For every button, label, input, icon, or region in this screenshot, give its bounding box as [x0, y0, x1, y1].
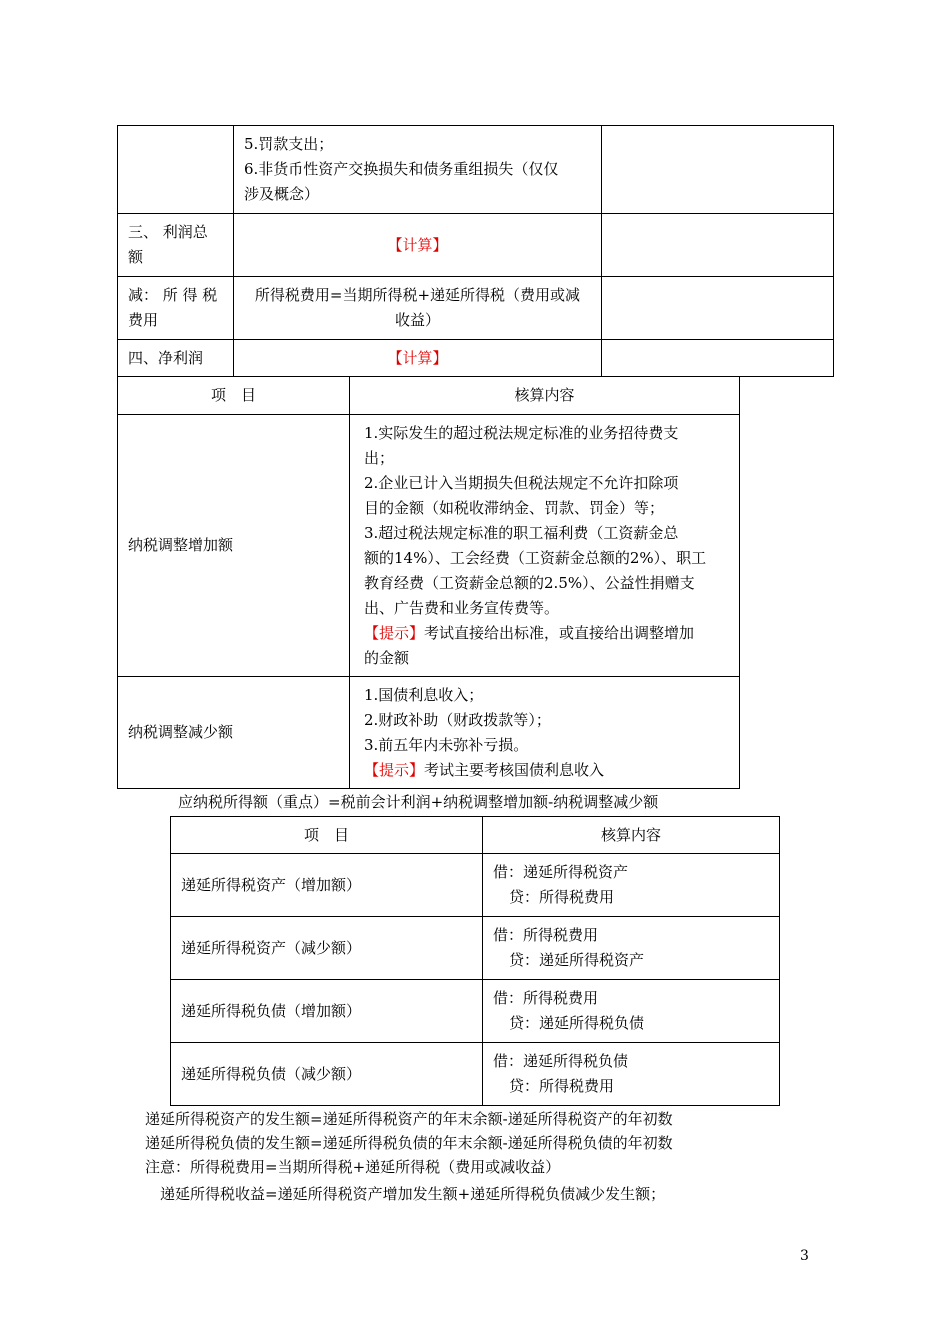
tip-label: 【提示】: [364, 760, 425, 779]
table-cell: [118, 126, 234, 214]
tax-adjustment-table: [117, 376, 740, 789]
table-cell: [602, 214, 834, 277]
table-row: [171, 980, 780, 1043]
calc-marker: 【计算】: [234, 214, 602, 277]
row-label: 递延所得税负债（增加额）: [171, 980, 483, 1043]
note-line: 递延所得税资产的发生额=递延所得税资产的年末余额-递延所得税资产的年初数: [145, 1110, 673, 1128]
table-header-row: [171, 817, 780, 854]
table-row: [118, 126, 834, 214]
table-cell: [602, 126, 834, 214]
calc-marker: 【计算】: [234, 340, 602, 377]
column-header: 项 目: [171, 817, 483, 854]
journal-entry: 借：所得税费用 贷：递延所得税负债: [483, 980, 780, 1043]
table-header-row: [118, 377, 740, 415]
table-cell: [602, 340, 834, 377]
column-header: 核算内容: [483, 817, 780, 854]
note-line: 注意：所得税费用=当期所得税+递延所得税（费用或减收益）: [145, 1158, 561, 1176]
note-line: 递延所得税收益=递延所得税资产增加发生额+递延所得税负债减少发生额；: [160, 1185, 666, 1203]
journal-entry: 借：所得税费用 贷：递延所得税资产: [483, 917, 780, 980]
formula-cell: 所得税费用=当期所得税+递延所得税（费用或减 收益）: [234, 277, 602, 340]
table-cell: [602, 277, 834, 340]
journal-entry: 借：递延所得税负债 贷：所得税费用: [483, 1043, 780, 1106]
table-row: [118, 677, 740, 789]
row-label: 三、 利润总 额: [118, 214, 234, 277]
row-label: 减： 所 得 税 费用: [118, 277, 234, 340]
row-label: 递延所得税资产（减少额）: [171, 917, 483, 980]
page-number: 3: [800, 1248, 809, 1264]
column-header: 核算内容: [350, 377, 740, 415]
table-cell: 1.国债利息收入； 2.财政补助（财政拨款等）； 3.前五年内未弥补亏损。 【提示】考试主要考核国债利息收入: [350, 677, 740, 789]
row-label: 纳税调整增加额: [118, 415, 350, 677]
taxable-income-formula: 应纳税所得额（重点）=税前会计利润+纳税调整增加额-纳税调整减少额: [178, 793, 659, 811]
income-statement-table: [117, 125, 834, 377]
table-row: [118, 214, 834, 277]
note-line: 递延所得税负债的发生额=递延所得税负债的年末余额-递延所得税负债的年初数: [145, 1134, 673, 1152]
row-label: 纳税调整减少额: [118, 677, 350, 789]
table-row: [118, 277, 834, 340]
journal-entry: 借：递延所得税资产 贷：所得税费用: [483, 854, 780, 917]
row-label: 递延所得税负债（减少额）: [171, 1043, 483, 1106]
table-row: [171, 917, 780, 980]
column-header: 项 目: [118, 377, 350, 415]
table-row: [171, 1043, 780, 1106]
deferred-tax-table: [170, 816, 780, 1106]
table-row: [118, 340, 834, 377]
row-label: 四、净利润: [118, 340, 234, 377]
table-row: [171, 854, 780, 917]
table-cell: 5.罚款支出； 6.非货币性资产交换损失和债务重组损失（仅仅 涉及概念）: [234, 126, 602, 214]
table-row: [118, 415, 740, 677]
row-label: 递延所得税资产（增加额）: [171, 854, 483, 917]
table-cell: 1.实际发生的超过税法规定标准的业务招待费支 出； 2.企业已计入当期损失但税法规定不允许扣除项 目的金额（如税收滞纳金、罚款、罚金）等； 3.超过税法规定标准的职工福利费（工资薪金总 额的14%）、工会经费（工资薪金总额的2%）、职工 教育经费（工资薪金总额的2.5%）、公益性捐赠支 出、广告费和业务宣传费等。 【提示】考试直接给出标准，或直接给出调整增加 的金额: [350, 415, 740, 677]
tip-label: 【提示】: [364, 623, 425, 642]
